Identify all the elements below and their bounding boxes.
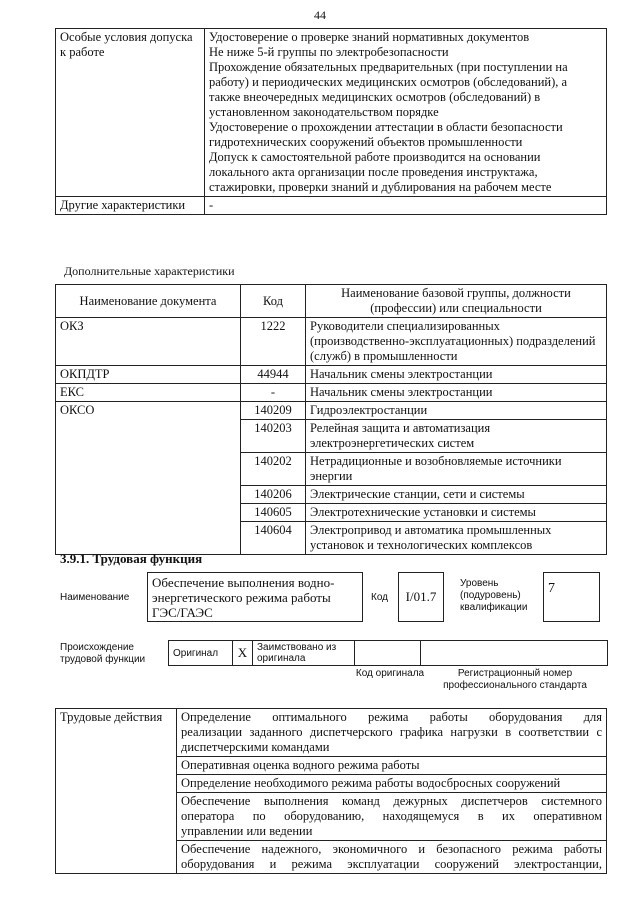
name-cell: Электропривод и автоматика промышленных установок и технологических комплексов <box>306 522 607 555</box>
code-cell: 140209 <box>241 402 306 420</box>
name-cell: Нетрадиционные и возобновляемые источники энергии <box>306 453 607 486</box>
code-cell: - <box>241 384 306 402</box>
table-row <box>56 29 607 197</box>
reg-number-label: Регистрационный номер профессионального стандарта <box>443 668 587 691</box>
conditions-line: локального акта организации после проведения инструктажа, <box>209 165 538 179</box>
name-cell: Начальник смены электростанции <box>306 384 607 402</box>
header-name: Наименование базовой группы, должности (профессии) или специальности <box>306 285 607 318</box>
labor-action-item <box>177 841 607 874</box>
table-row <box>56 318 607 366</box>
name-label: Наименование <box>60 592 130 603</box>
conditions-line: работу) и периодических медицинских осмотров (обследований), а <box>209 75 568 89</box>
labor-action-item: Определение необходимого режима работы водосбросных сооружений <box>177 775 607 793</box>
table-row <box>56 420 607 453</box>
conditions-table <box>55 28 607 215</box>
table-row <box>56 709 607 757</box>
doc-cell <box>56 504 241 522</box>
doc-cell <box>56 453 241 486</box>
additional-caption: Дополнительные характеристики <box>64 264 235 278</box>
conditions-line: стажировки, проверки знаний и дублирования на рабочем месте <box>209 180 552 194</box>
level-label <box>460 578 527 614</box>
name-cell: Начальник смены электростанции <box>306 366 607 384</box>
level-label-line: (подуровень) <box>460 590 521 601</box>
doc-cell: ОКПДТР <box>56 366 241 384</box>
origin-label <box>60 642 145 666</box>
action-line: оборудования и режима эксплуатации сооружений электростанции, <box>181 857 602 871</box>
conditions-value <box>205 29 607 197</box>
code-cell: 140605 <box>241 504 306 522</box>
level-value-box: 7 <box>543 572 600 622</box>
name-cell: Гидроэлектростанции <box>306 402 607 420</box>
name-cell: Электрические станции, сети и системы <box>306 486 607 504</box>
original-mark: X <box>233 641 253 665</box>
name-cell: Руководители специализированных (производственно-эксплуатационных) подразделений (служб) в промышленности <box>306 318 607 366</box>
table-row <box>56 486 607 504</box>
conditions-line: Удостоверение о проверке знаний нормативных документов <box>209 30 530 44</box>
conditions-line: гидротехнических сооружений объектов промышленности <box>209 135 523 149</box>
page-number: 44 <box>314 8 326 22</box>
table-row <box>56 197 607 215</box>
doc-cell <box>56 420 241 453</box>
function-code-box: I/01.7 <box>398 572 444 622</box>
additional-table <box>55 284 607 555</box>
doc-cell: ЕКС <box>56 384 241 402</box>
conditions-label: Особые условия допуска к работе <box>56 29 205 197</box>
conditions-line: Не ниже 5-й группы по электробезопасности <box>209 45 449 59</box>
code-original-cell <box>355 641 421 665</box>
code-cell: 140604 <box>241 522 306 555</box>
name-cell: Релейная защита и автоматизация электроэнергетических систем <box>306 420 607 453</box>
function-name-box: Обеспечение выполнения водно-энергетического режима работы ГЭС/ГАЭС <box>147 572 363 622</box>
code-original-label: Код оригинала <box>355 668 425 679</box>
reg-number-cell <box>421 641 607 665</box>
action-line: Обеспечение надежного, экономичного и безопасного режима работы <box>181 842 602 856</box>
action-line: управлении или ведении <box>181 824 313 838</box>
origin-row <box>168 640 608 666</box>
action-line: диспетчерскими командами <box>181 740 330 754</box>
table-row <box>56 504 607 522</box>
table-row <box>56 402 607 420</box>
conditions-line: также внеочередных медицинских осмотров (обследований) в <box>209 90 541 104</box>
code-label: Код <box>371 592 389 603</box>
doc-cell: ОКЗ <box>56 318 241 366</box>
code-cell: 44944 <box>241 366 306 384</box>
labor-action-item <box>177 793 607 841</box>
doc-cell <box>56 486 241 504</box>
other-characteristics-label: Другие характеристики <box>56 197 205 215</box>
level-label-line: Уровень <box>460 578 499 589</box>
code-cell: 140206 <box>241 486 306 504</box>
conditions-line: Прохождение обязательных предварительных (при поступлении на <box>209 60 568 74</box>
action-line: реализации заданного диспетчерского графика нагрузки в соответствии с <box>181 725 602 739</box>
conditions-line: установленном законодательством порядке <box>209 105 439 119</box>
origin-label-line: Происхождение <box>60 642 134 653</box>
header-doc: Наименование документа <box>56 285 241 318</box>
action-line: оператора по оборудованию, находящемуся в их оперативном <box>181 809 602 823</box>
header-code: Код <box>241 285 306 318</box>
table-row <box>56 522 607 555</box>
doc-cell <box>56 522 241 555</box>
doc-cell: ОКСО <box>56 402 241 420</box>
code-cell: 1222 <box>241 318 306 366</box>
origin-label-line: трудовой функции <box>60 654 146 665</box>
code-cell: 140203 <box>241 420 306 453</box>
table-header-row <box>56 285 607 318</box>
original-label: Оригинал <box>169 641 233 665</box>
table-row <box>56 453 607 486</box>
action-line: Обеспечение выполнения команд дежурных диспетчеров системного <box>181 794 602 808</box>
other-characteristics-value: - <box>205 197 607 215</box>
conditions-line: Допуск к самостоятельной работе производится на основании <box>209 150 541 164</box>
action-line: Определение оптимального режима работы оборудования для <box>181 710 602 724</box>
code-cell: 140202 <box>241 453 306 486</box>
table-row <box>56 384 607 402</box>
level-label-line: квалификации <box>460 602 528 613</box>
name-cell: Электротехнические установки и системы <box>306 504 607 522</box>
labor-action-item: Оперативная оценка водного режима работы <box>177 757 607 775</box>
conditions-line: Удостоверение о прохождении аттестации в области безопасности <box>209 120 563 134</box>
labor-actions-table <box>55 708 607 874</box>
labor-action-item <box>177 709 607 757</box>
borrowed-label: Заимствовано из оригинала <box>253 641 355 665</box>
section-heading: 3.9.1. Трудовая функция <box>60 551 203 566</box>
labor-actions-label: Трудовые действия <box>56 709 177 874</box>
table-row <box>56 366 607 384</box>
